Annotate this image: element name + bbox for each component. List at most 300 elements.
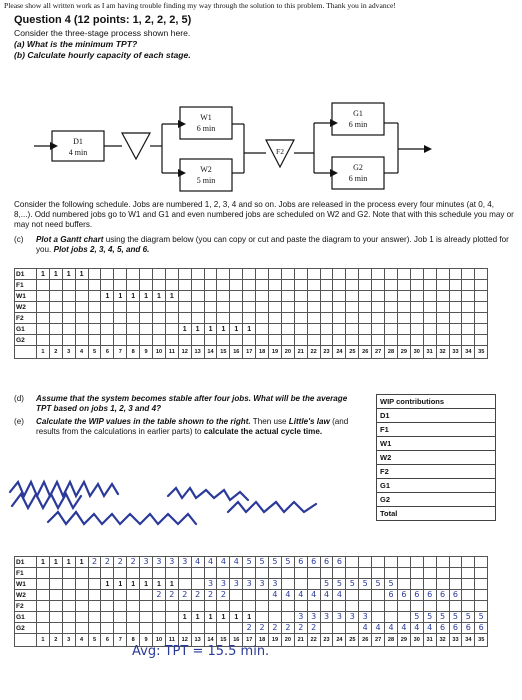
job-mark: 3 xyxy=(349,612,355,621)
gantt-cell xyxy=(475,324,488,335)
gantt-cell xyxy=(140,623,153,634)
gantt-cell xyxy=(333,313,346,324)
d1-box-name: D1 xyxy=(73,137,83,146)
gantt-cell xyxy=(320,269,333,280)
gantt-cell xyxy=(397,623,410,634)
gantt-cell xyxy=(359,612,372,623)
job-mark: 5 xyxy=(465,612,471,621)
gantt-cell xyxy=(88,579,101,590)
gantt-cell xyxy=(294,324,307,335)
gantt-cell xyxy=(436,335,449,346)
gantt-cell xyxy=(410,623,423,634)
gantt-cell xyxy=(49,623,62,634)
gantt-cell xyxy=(281,568,294,579)
w1-box-time: 6 min xyxy=(196,124,216,133)
gantt-cell xyxy=(153,324,166,335)
part-a-text: What is the minimum TPT? xyxy=(26,39,138,49)
gantt-time-label: 14 xyxy=(204,346,217,359)
gantt-cell xyxy=(475,269,488,280)
gantt-cell xyxy=(230,280,243,291)
job-mark: 1 xyxy=(247,325,252,333)
gantt-cell xyxy=(204,557,217,568)
gantt-chart-completed xyxy=(14,556,488,647)
gantt-cell xyxy=(359,579,372,590)
gantt-cell xyxy=(359,324,372,335)
gantt-cell xyxy=(217,280,230,291)
gantt-cell xyxy=(153,579,166,590)
gantt-time-label: 33 xyxy=(449,346,462,359)
part-e-bold: Calculate the WIP values in the table shown to the right. xyxy=(36,417,251,426)
gantt-cell xyxy=(385,557,398,568)
w2-box-name: W2 xyxy=(200,165,212,174)
gantt-cell xyxy=(101,302,114,313)
gantt-cell xyxy=(449,568,462,579)
gantt-cell xyxy=(165,313,178,324)
gantt-cell xyxy=(423,623,436,634)
gantt-chart-template xyxy=(14,268,488,359)
gantt-cell xyxy=(75,335,88,346)
gantt-cell xyxy=(320,568,333,579)
gantt-cell xyxy=(49,579,62,590)
gantt-cell xyxy=(140,313,153,324)
gantt-cell xyxy=(269,568,282,579)
gantt-cell xyxy=(114,557,127,568)
gantt-cell xyxy=(101,335,114,346)
gantt-cell xyxy=(320,313,333,324)
gantt-cell xyxy=(410,269,423,280)
gantt-row-label: G1 xyxy=(15,612,37,623)
gantt-cell xyxy=(333,269,346,280)
gantt-cell xyxy=(410,590,423,601)
gantt-cell xyxy=(140,335,153,346)
gantt-cell xyxy=(269,313,282,324)
gantt-cell xyxy=(191,291,204,302)
gantt-cell xyxy=(165,579,178,590)
gantt-cell xyxy=(372,601,385,612)
part-c-body xyxy=(36,235,512,255)
gantt-cell xyxy=(243,557,256,568)
gantt-cell xyxy=(372,280,385,291)
gantt-cell xyxy=(165,612,178,623)
gantt-cell xyxy=(475,590,488,601)
gantt-time-label: 29 xyxy=(397,634,410,647)
gantt-cell xyxy=(101,324,114,335)
gantt-cell xyxy=(333,302,346,313)
gantt-cell xyxy=(230,623,243,634)
gantt-cell xyxy=(49,335,62,346)
job-mark: 2 xyxy=(220,590,226,599)
gantt-cell xyxy=(49,302,62,313)
gantt-time-label: 22 xyxy=(307,634,320,647)
gantt-cell xyxy=(397,601,410,612)
gantt-cell xyxy=(75,601,88,612)
gantt-cell xyxy=(191,579,204,590)
gantt-cell xyxy=(256,291,269,302)
gantt-cell xyxy=(294,568,307,579)
job-mark: 5 xyxy=(285,557,291,566)
job-mark: 5 xyxy=(362,579,368,588)
job-mark: 2 xyxy=(182,590,188,599)
gantt-cell xyxy=(372,269,385,280)
gantt-cell xyxy=(243,623,256,634)
gantt-cell xyxy=(346,623,359,634)
gantt-cell xyxy=(423,612,436,623)
gantt-cell xyxy=(423,601,436,612)
gantt-cell xyxy=(397,313,410,324)
gantt-cell xyxy=(153,335,166,346)
gantt-cell xyxy=(475,302,488,313)
gantt-cell xyxy=(359,590,372,601)
gantt-cell xyxy=(243,335,256,346)
gantt-cell xyxy=(49,612,62,623)
gantt-cell xyxy=(230,557,243,568)
job-mark: 2 xyxy=(117,557,123,566)
gantt-time-label: 13 xyxy=(191,634,204,647)
gantt-cell xyxy=(449,557,462,568)
gantt-cell xyxy=(165,280,178,291)
gantt-time-label: 23 xyxy=(320,634,333,647)
job-mark: 1 xyxy=(105,580,110,588)
gantt-cell xyxy=(423,590,436,601)
job-mark: 3 xyxy=(233,579,239,588)
gantt-row-g2 xyxy=(15,335,488,346)
gantt-time-label: 33 xyxy=(449,634,462,647)
gantt-time-label: 25 xyxy=(346,634,359,647)
gantt-cell xyxy=(307,568,320,579)
job-mark: 1 xyxy=(169,580,174,588)
gantt-cell xyxy=(165,291,178,302)
gantt-cell xyxy=(294,302,307,313)
gantt-cell xyxy=(269,335,282,346)
gantt-cell xyxy=(436,612,449,623)
gantt-cell xyxy=(127,291,140,302)
gantt-row-d1 xyxy=(15,269,488,280)
gantt-cell xyxy=(281,590,294,601)
gantt-cell xyxy=(217,590,230,601)
part-d-text: Assume that the system becomes stable after four jobs. What will be the average TPT based on jobs 1, 2, 3 and 4? xyxy=(36,394,348,413)
gantt-cell xyxy=(127,313,140,324)
gantt-cell xyxy=(178,557,191,568)
question-title: Question 4 (12 points: 1, 2, 2, 2, 5) xyxy=(14,14,192,26)
gantt-cell xyxy=(385,590,398,601)
gantt-cell xyxy=(294,313,307,324)
gantt-row-w1 xyxy=(15,579,488,590)
job-mark: 5 xyxy=(478,612,484,621)
gantt-time-label: 6 xyxy=(101,634,114,647)
gantt-cell xyxy=(320,579,333,590)
gantt-time-label: 21 xyxy=(294,346,307,359)
job-mark: 6 xyxy=(401,590,407,599)
gantt-cell xyxy=(462,601,475,612)
gantt-time-label: 8 xyxy=(127,346,140,359)
gantt-row-label: D1 xyxy=(15,269,37,280)
gantt-time-label: 28 xyxy=(385,346,398,359)
gantt-cell xyxy=(191,313,204,324)
gantt-cell xyxy=(397,269,410,280)
job-mark: 1 xyxy=(195,613,200,621)
gantt-cell xyxy=(475,335,488,346)
gantt-cell xyxy=(346,579,359,590)
wip-row-f2: F2 xyxy=(377,465,496,479)
gantt-cell xyxy=(62,302,75,313)
job-mark: 1 xyxy=(131,292,136,300)
gantt-cell xyxy=(410,335,423,346)
job-mark: 6 xyxy=(336,557,342,566)
gantt-cell xyxy=(37,601,50,612)
gantt-cell xyxy=(217,579,230,590)
job-mark: 4 xyxy=(220,557,226,566)
job-mark: 1 xyxy=(221,613,226,621)
gantt-cell xyxy=(62,601,75,612)
gantt-time-label: 13 xyxy=(191,346,204,359)
gantt-time-label: 32 xyxy=(436,346,449,359)
gantt-cell xyxy=(114,612,127,623)
job-mark: 5 xyxy=(246,557,252,566)
gantt-cell xyxy=(101,269,114,280)
gantt-cell xyxy=(127,612,140,623)
gantt-cell xyxy=(281,557,294,568)
job-mark: 6 xyxy=(311,557,317,566)
gantt-cell xyxy=(346,590,359,601)
gantt-axis-corner xyxy=(15,346,37,359)
gantt-row-label: F1 xyxy=(15,280,37,291)
gantt-time-label: 8 xyxy=(127,634,140,647)
gantt-cell xyxy=(307,601,320,612)
gantt-cell xyxy=(333,623,346,634)
gantt-cell xyxy=(281,601,294,612)
gantt-time-label: 9 xyxy=(140,634,153,647)
gantt-cell xyxy=(191,557,204,568)
gantt-cell xyxy=(320,291,333,302)
gantt-cell xyxy=(88,324,101,335)
gantt-cell xyxy=(127,269,140,280)
gantt-cell xyxy=(127,623,140,634)
gantt-cell xyxy=(385,601,398,612)
gantt-cell xyxy=(178,590,191,601)
gantt-cell xyxy=(281,612,294,623)
gantt-cell xyxy=(307,324,320,335)
gantt-cell xyxy=(410,579,423,590)
gantt-cell xyxy=(307,291,320,302)
gantt-cell xyxy=(462,623,475,634)
gantt-cell xyxy=(140,269,153,280)
part-c-bold: Plot a Gantt chart xyxy=(36,235,104,244)
gantt-cell xyxy=(385,280,398,291)
gantt-cell xyxy=(75,302,88,313)
gantt-cell xyxy=(346,302,359,313)
job-mark: 3 xyxy=(259,579,265,588)
gantt-cell xyxy=(346,280,359,291)
gantt-cell xyxy=(436,568,449,579)
gantt-cell xyxy=(385,612,398,623)
gantt-cell xyxy=(140,291,153,302)
gantt-cell xyxy=(153,612,166,623)
job-mark: 1 xyxy=(182,613,187,621)
gantt-cell xyxy=(217,291,230,302)
gantt-cell xyxy=(359,623,372,634)
part-e-bold3: calculate the actual cycle time. xyxy=(203,427,323,436)
gantt-cell xyxy=(410,557,423,568)
gantt-cell xyxy=(256,335,269,346)
part-e xyxy=(14,417,359,451)
gantt-cell xyxy=(423,579,436,590)
job-mark: 2 xyxy=(311,623,317,632)
gantt-cell xyxy=(475,557,488,568)
gantt-cell xyxy=(281,335,294,346)
gantt-cell xyxy=(217,601,230,612)
gantt-cell xyxy=(307,302,320,313)
gantt-cell xyxy=(281,623,294,634)
gantt-cell xyxy=(230,568,243,579)
gantt-cell xyxy=(462,302,475,313)
job-mark: 1 xyxy=(195,325,200,333)
part-c xyxy=(14,235,514,257)
gantt-cell xyxy=(114,269,127,280)
gantt-cell xyxy=(153,280,166,291)
gantt-time-label: 35 xyxy=(475,634,488,647)
f2-buffer-label: F2 xyxy=(276,147,284,156)
gantt-cell xyxy=(127,324,140,335)
gantt-cell xyxy=(49,601,62,612)
gantt-cell xyxy=(281,280,294,291)
gantt-cell xyxy=(140,324,153,335)
handwritten-answer: Avg: TPT = 15.5 min. xyxy=(132,644,270,659)
gantt-cell xyxy=(385,568,398,579)
job-mark: 5 xyxy=(414,612,420,621)
gantt-time-label: 7 xyxy=(114,346,127,359)
gantt-cell xyxy=(372,590,385,601)
gantt-cell xyxy=(320,280,333,291)
gantt-cell xyxy=(62,291,75,302)
gantt-cell xyxy=(475,280,488,291)
gantt-time-label: 1 xyxy=(37,346,50,359)
part-b xyxy=(14,50,191,60)
part-c-bold2: Plot jobs 2, 3, 4, 5, and 6. xyxy=(53,245,150,254)
gantt-cell xyxy=(359,269,372,280)
gantt-cell xyxy=(462,568,475,579)
gantt-cell xyxy=(269,280,282,291)
gantt-cell xyxy=(178,291,191,302)
gantt-time-label: 24 xyxy=(333,346,346,359)
gantt-cell xyxy=(436,579,449,590)
gantt-cell xyxy=(410,601,423,612)
gantt-cell xyxy=(410,324,423,335)
gantt-cell xyxy=(191,568,204,579)
gantt-cell xyxy=(114,590,127,601)
w1-box-name: W1 xyxy=(200,113,212,122)
gantt-cell xyxy=(178,324,191,335)
gantt-cell xyxy=(165,601,178,612)
gantt-cell xyxy=(153,302,166,313)
gantt-cell xyxy=(333,579,346,590)
part-e-label: (e) xyxy=(14,417,24,426)
gantt-cell xyxy=(462,335,475,346)
gantt-cell xyxy=(37,269,50,280)
job-mark: 6 xyxy=(478,623,484,632)
gantt-cell xyxy=(204,280,217,291)
job-mark: 5 xyxy=(427,612,433,621)
gantt-cell xyxy=(165,568,178,579)
gantt-cell xyxy=(243,302,256,313)
gantt-cell xyxy=(436,302,449,313)
gantt-cell xyxy=(346,324,359,335)
job-mark: 5 xyxy=(336,579,342,588)
job-mark: 5 xyxy=(388,579,394,588)
gantt-cell xyxy=(397,335,410,346)
gantt-cell xyxy=(127,568,140,579)
gantt-cell xyxy=(191,324,204,335)
gantt-cell xyxy=(243,313,256,324)
gantt-cell xyxy=(230,579,243,590)
gantt-cell xyxy=(359,568,372,579)
gantt-cell xyxy=(37,302,50,313)
job-mark: 5 xyxy=(272,557,278,566)
gantt-cell xyxy=(37,623,50,634)
gantt-cell xyxy=(101,291,114,302)
gantt-cell xyxy=(75,269,88,280)
gantt-cell xyxy=(204,579,217,590)
job-mark: 5 xyxy=(440,612,446,621)
gantt-time-label: 5 xyxy=(88,634,101,647)
job-mark: 4 xyxy=(195,557,201,566)
gantt-cell xyxy=(423,324,436,335)
gantt-cell xyxy=(178,623,191,634)
gantt-cell xyxy=(165,557,178,568)
gantt-cell xyxy=(410,313,423,324)
gantt-cell xyxy=(281,579,294,590)
gantt-cell xyxy=(243,291,256,302)
gantt-time-label: 18 xyxy=(256,634,269,647)
gantt-time-label: 10 xyxy=(153,346,166,359)
gantt-cell xyxy=(320,335,333,346)
gantt-cell xyxy=(127,335,140,346)
gantt-cell xyxy=(49,291,62,302)
job-mark: 5 xyxy=(349,579,355,588)
gantt-cell xyxy=(423,302,436,313)
wip-row-f1: F1 xyxy=(377,423,496,437)
gantt-cell xyxy=(230,291,243,302)
job-mark: 1 xyxy=(144,292,149,300)
job-mark: 4 xyxy=(323,590,330,599)
gantt-cell xyxy=(449,335,462,346)
gantt-cell xyxy=(37,335,50,346)
job-mark: 1 xyxy=(169,292,174,300)
gantt-cell xyxy=(217,335,230,346)
gantt-cell xyxy=(269,579,282,590)
gantt-cell xyxy=(449,590,462,601)
job-mark: 4 xyxy=(336,590,342,599)
gantt-cell xyxy=(62,590,75,601)
d1-box-time: 4 min xyxy=(68,148,88,157)
gantt-cell xyxy=(333,280,346,291)
gantt-time-label: 17 xyxy=(243,346,256,359)
gantt-row-f2 xyxy=(15,313,488,324)
gantt-cell xyxy=(294,557,307,568)
gantt-cell xyxy=(114,568,127,579)
gantt-cell xyxy=(475,579,488,590)
gantt-cell xyxy=(359,601,372,612)
gantt-cell xyxy=(307,313,320,324)
job-mark: 1 xyxy=(131,580,136,588)
gantt-cell xyxy=(140,612,153,623)
job-mark: 4 xyxy=(298,590,304,599)
job-mark: 1 xyxy=(247,613,252,621)
gantt-cell xyxy=(385,623,398,634)
job-mark: 4 xyxy=(427,623,433,632)
job-mark: 6 xyxy=(388,590,394,599)
gantt-cell xyxy=(178,280,191,291)
job-mark: 2 xyxy=(259,623,265,632)
